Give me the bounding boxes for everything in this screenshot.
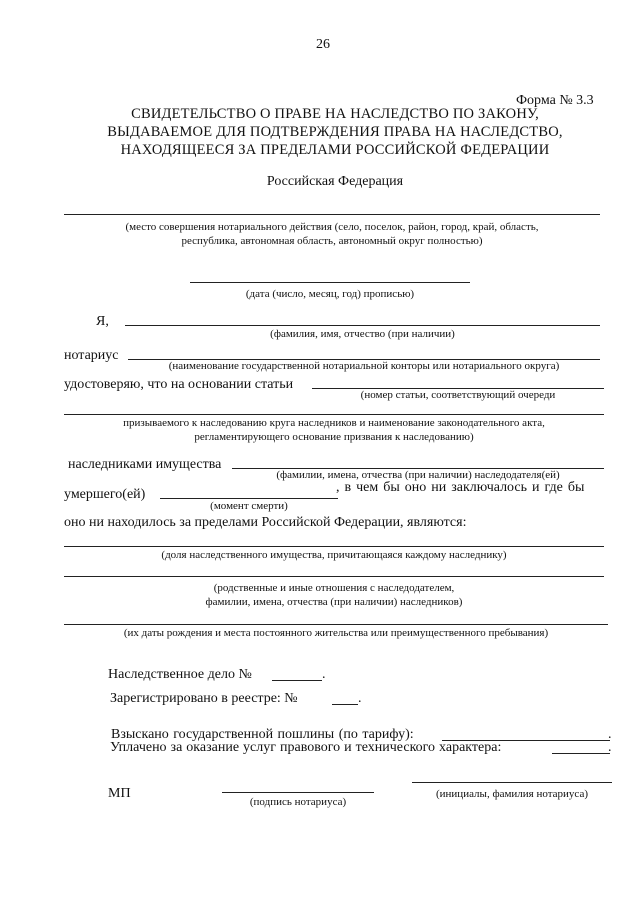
- form-number: Форма № 3.3: [516, 93, 594, 108]
- legal-act-line[interactable]: [64, 414, 604, 415]
- notary-name-line[interactable]: [412, 782, 612, 783]
- registered-label: Зарегистрировано в реестре: №: [110, 691, 298, 706]
- signature-caption: (подпись нотариуса): [249, 796, 347, 808]
- document-title-line-2: ВЫДАВАЕМОЕ ДЛЯ ПОДТВЕРЖДЕНИЯ ПРАВА НА НАСЛЕДСТВО,: [107, 124, 563, 140]
- residence-caption: (их даты рождения и места постоянного жительства или преимущественного пребывания): [123, 627, 549, 639]
- place-caption-2: республика, автономная область, автономный округ полностью): [181, 235, 483, 247]
- date-caption: (дата (число, месяц, год) прописью): [245, 288, 415, 300]
- office-caption: (наименование государственной нотариальной конторы или нотариального округа): [168, 360, 560, 372]
- heirs-label: наследниками имущества: [68, 457, 222, 472]
- fio-caption: (фамилия, имя, отчество (при наличии): [270, 328, 455, 340]
- share-line[interactable]: [64, 546, 604, 547]
- ya-label: Я,: [96, 314, 109, 329]
- deceased-label: умершего(ей): [64, 487, 146, 502]
- residence-line[interactable]: [64, 624, 608, 625]
- duty-label: Взыскано государственной пошлины (по тарифу):: [111, 727, 414, 742]
- paid-label: Уплачено за оказание услуг правового и технического характера:: [110, 740, 502, 755]
- notary-label: нотариус: [64, 348, 119, 363]
- wherever-text: оно ни находилось за пределами Российской Федерации, являются:: [64, 515, 467, 530]
- certify-label: удостоверяю, что на основании статьи: [64, 377, 294, 392]
- paid-period: .: [608, 740, 612, 755]
- case-period: .: [322, 667, 326, 682]
- paid-amount-line[interactable]: [552, 753, 610, 754]
- relations-caption-2: фамилии, имена, отчества (при наличии) наследников): [205, 596, 463, 608]
- date-line[interactable]: [190, 282, 470, 283]
- document-title-line-1: СВИДЕТЕЛЬСТВО О ПРАВЕ НА НАСЛЕДСТВО ПО ЗАКОНУ,: [131, 106, 539, 122]
- whatever-text: , в чем бы оно ни заключалось и где бы: [336, 480, 585, 495]
- called-caption-1: призываемого к наследованию круга наследников и наименование законодательного акта,: [123, 417, 545, 429]
- relations-caption-1: (родственные и иные отношения с наследодателем,: [213, 582, 455, 594]
- place-line[interactable]: [64, 214, 600, 215]
- registered-period: .: [358, 691, 362, 706]
- fio-line[interactable]: [125, 325, 600, 326]
- place-caption-1: (место совершения нотариального действия (село, поселок, район, город, край, область,: [125, 221, 539, 233]
- case-number-line[interactable]: [272, 680, 322, 681]
- document-title-line-3: НАХОДЯЩЕЕСЯ ЗА ПРЕДЕЛАМИ РОССИЙСКОЙ ФЕДЕРАЦИИ: [120, 142, 550, 158]
- stamp-mark: МП: [108, 786, 131, 801]
- share-caption: (доля наследственного имущества, причитающаяся каждому наследнику): [161, 549, 507, 561]
- duty-period: .: [608, 727, 612, 742]
- case-label: Наследственное дело №: [108, 667, 252, 682]
- registry-number-line[interactable]: [332, 704, 358, 705]
- page-number: 26: [316, 37, 330, 52]
- signature-line[interactable]: [222, 792, 374, 793]
- country-name: Российская Федерация: [266, 174, 404, 189]
- death-caption: (момент смерти): [210, 500, 288, 512]
- article-caption: (номер статьи, соответствующий очереди: [360, 389, 556, 401]
- called-caption-2: регламентирующего основание призвания к наследованию): [194, 431, 474, 443]
- relations-line[interactable]: [64, 576, 604, 577]
- death-moment-line[interactable]: [160, 498, 338, 499]
- testator-caption: (фамилии, имена, отчества (при наличии) наследодателя(ей): [276, 469, 560, 481]
- initials-caption: (инициалы, фамилия нотариуса): [435, 788, 588, 800]
